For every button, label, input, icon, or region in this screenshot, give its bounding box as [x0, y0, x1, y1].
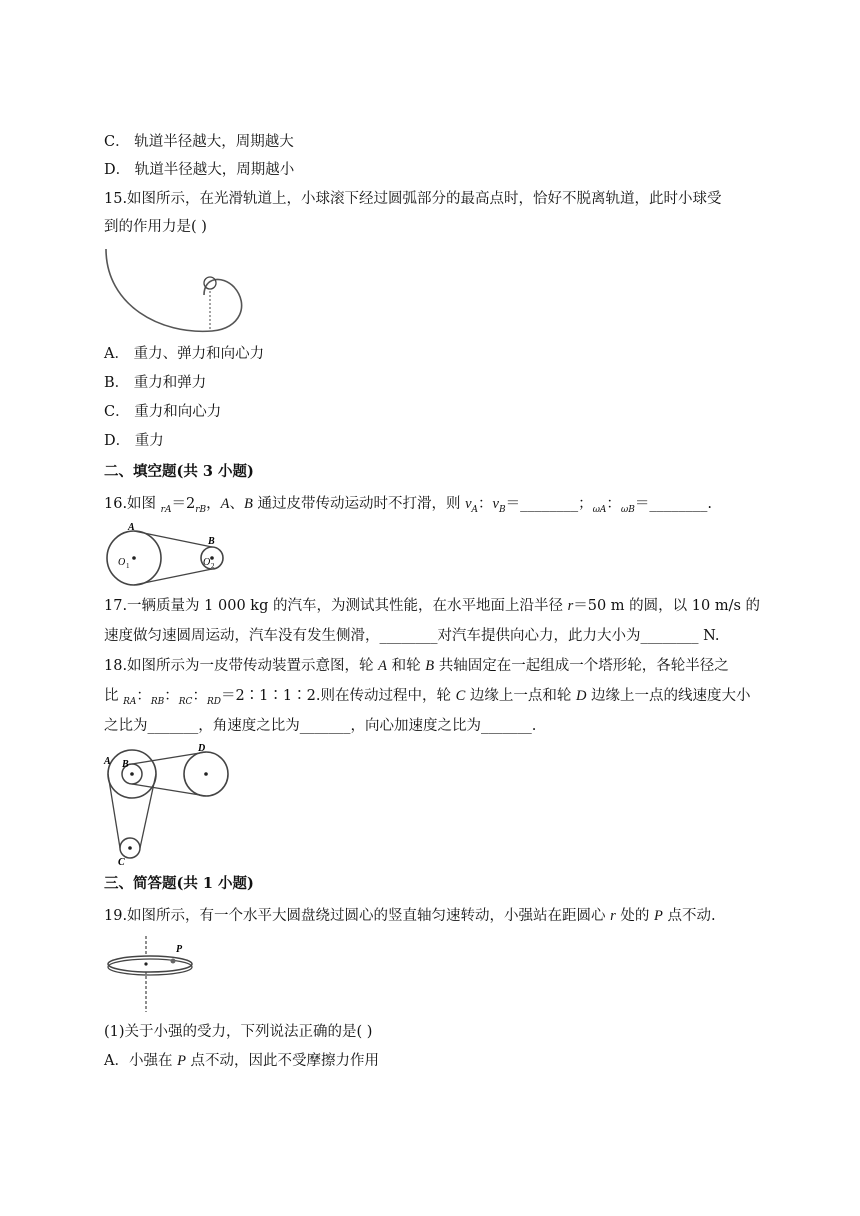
- q18-belt-figure: [100, 738, 235, 866]
- q17-stem-line-1: 17.一辆质量为 1 000 kg 的汽车，为测试其性能，在水平地面上沿半径 r＝50 m 的圆，以 10 m/s 的: [104, 598, 761, 614]
- q18-label-b: B: [122, 759, 129, 770]
- q19-option-a: A．小强在 P 点不动，因此不受摩擦力作用: [104, 1053, 380, 1069]
- q16-label-b: B: [208, 536, 215, 547]
- q19-label-p: P: [176, 944, 183, 955]
- q16-label-a: A: [128, 522, 135, 533]
- q16-label-o1-sub: 1: [126, 562, 130, 570]
- q18-label-c: C: [118, 857, 125, 866]
- q16-label-o1: O: [118, 557, 126, 568]
- q15-option-d: D． 重力: [104, 433, 164, 449]
- q14-option-c: C． 轨道半径越大，周期越大: [104, 134, 294, 150]
- q17-stem-line-2: 速度做匀速圆周运动，汽车没有发生侧滑，________对汽车提供向心力，此力大小为________ N.: [104, 628, 720, 644]
- q18-label-a: A: [104, 756, 111, 767]
- q14-option-d: D． 轨道半径越大，周期越小: [104, 162, 295, 178]
- q18-stem-line-1: 18.如图所示为一皮带传动装置示意图，轮 A 和轮 B 共轴固定在一起组成一个塔形轮，各轮半径之: [104, 658, 729, 674]
- q15-stem-line-1: 15.如图所示，在光滑轨道上，小球滚下经过圆弧部分的最高点时，恰好不脱离轨道，此时小球受: [104, 191, 722, 207]
- q15-option-b: B． 重力和弹力: [104, 375, 207, 391]
- q15-stem-line-2: 到的作用力是( ): [104, 219, 207, 235]
- section-short-answer-heading: 三、简答题(共 1 小题): [104, 875, 254, 892]
- q16-stem: 16.如图 $_{rA}=2_{rB}$，A、B 通过皮带传动运动时不打滑，则 $v_A$：$v_B=\_\_\_\_\_\_\_\_$；$_{\omega A}$：$_{\omega B}$＝________.: [104, 496, 712, 515]
- q16-label-o2-sub: 2: [211, 562, 215, 570]
- q16-label-o2: O: [203, 557, 211, 568]
- q15-option-a: A． 重力、弹力和向心力: [104, 346, 265, 362]
- q19-subquestion-1: (1)关于小强的受力，下列说法正确的是( ): [104, 1024, 373, 1040]
- q18-stem-line-3: 之比为_______，角速度之比为_______，向心加速度之比为_______.: [104, 718, 537, 734]
- q19-stem: 19.如图所示，有一个水平大圆盘绕过圆心的竖直轴匀速转动，小强站在距圆心 r 处的 P 点不动.: [104, 908, 716, 924]
- q15-track-figure: [100, 245, 250, 337]
- q18-stem-line-2: 比 $_{RA}$：$_{RB}$：$_{RC}$：$_{RD}$＝2∶1∶1∶2.则在传动过程中，轮 C 边缘上一点和轮 D 边缘上一点的线速度大小: [104, 688, 751, 707]
- q15-option-c: C． 重力和向心力: [104, 404, 222, 420]
- q16-belt-figure: [100, 520, 230, 588]
- q18-label-d: D: [198, 743, 206, 754]
- section-fill-in-heading: 二、填空题(共 3 小题): [104, 463, 254, 480]
- q19-turntable-figure: [100, 934, 200, 1014]
